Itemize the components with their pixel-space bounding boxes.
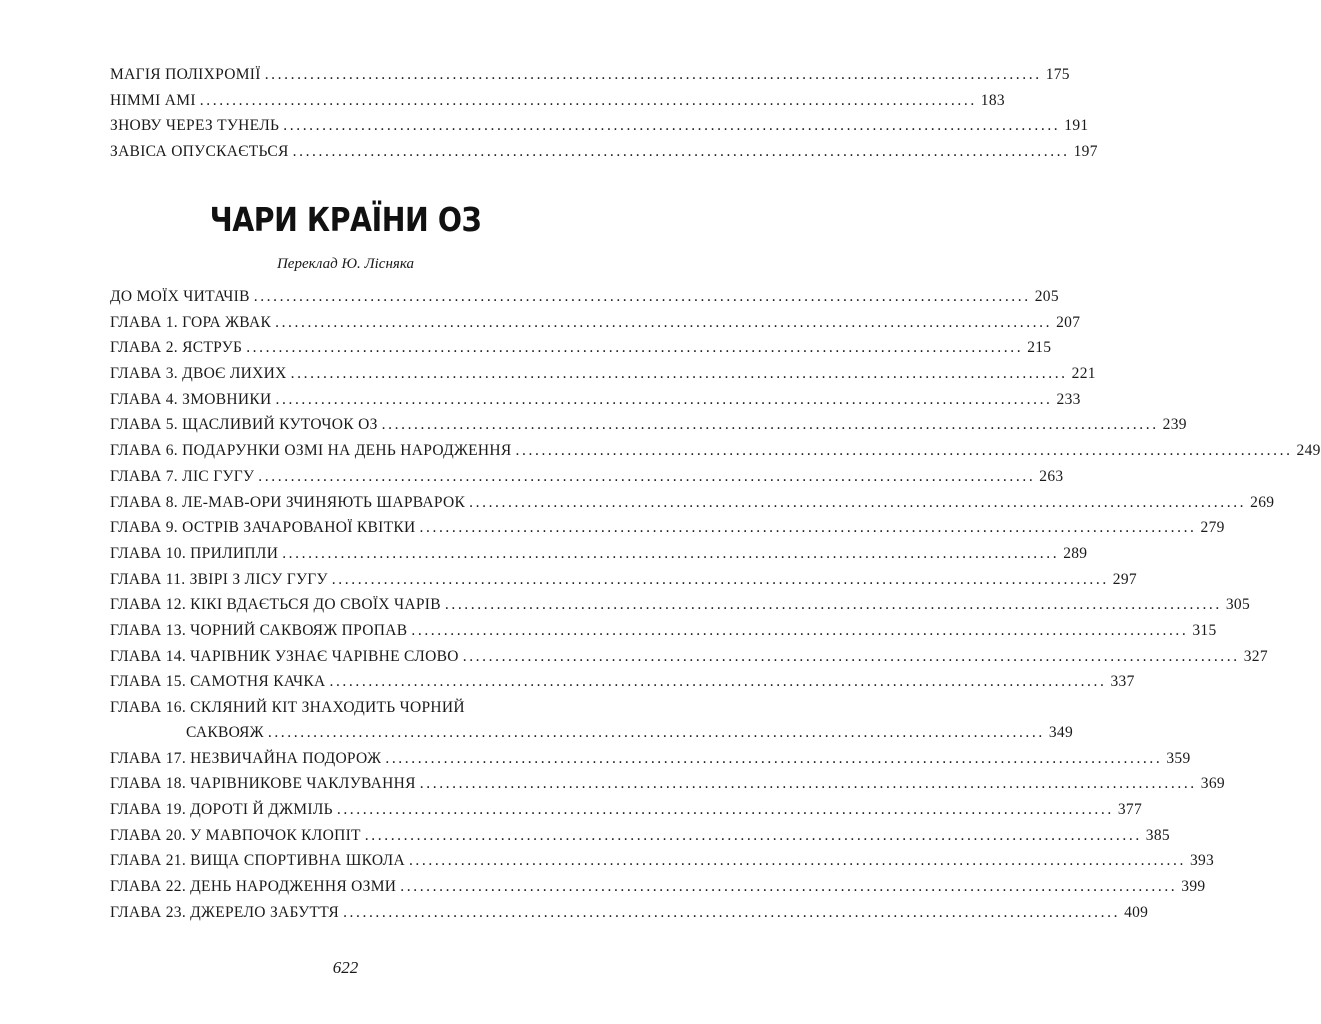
dot-leader: ........................................................................................................................ (283, 117, 1061, 135)
toc-entry-label: ГЛАВА 2. ЯСТРУБ (110, 339, 243, 357)
toc-entry-first-line (110, 699, 615, 724)
dot-leader: ........................................................................................................................ (290, 365, 1068, 383)
toc-entry-page: 297 (1112, 570, 1137, 588)
section-title: ЧАРИ КРАЇНИ ОЗ (209, 200, 482, 239)
dot-leader: ........................................................................................................................ (469, 493, 1247, 511)
toc-entry (110, 519, 1225, 545)
toc-entry (110, 442, 1321, 468)
toc-entry-label: НІММІ АМІ (110, 91, 196, 109)
dot-leader: ........................................................................................................................ (199, 91, 977, 109)
dot-leader: ........................................................................................................................ (343, 903, 1121, 921)
toc-entry-page: 409 (1124, 903, 1149, 921)
toc-entry (110, 852, 1215, 878)
toc-entry-label: ГЛАВА 16. СКЛЯНИЙ КІТ ЗНАХОДИТЬ ЧОРНИЙ (110, 699, 465, 716)
dot-leader: ........................................................................................................................ (462, 647, 1240, 665)
toc-entry-page: 205 (1034, 288, 1059, 305)
toc-entry-label: ГЛАВА 6. ПОДАРУНКИ ОЗМІ НА ДЕНЬ НАРОДЖЕННЯ (110, 442, 512, 460)
toc-entry-label: ГЛАВА 1. ГОРА ЖВАК (110, 313, 272, 331)
toc-entry (110, 673, 1135, 699)
toc-entry (110, 339, 1052, 365)
translator-credit: Переклад Ю. Лісняка (276, 256, 415, 272)
toc-entry (110, 493, 1275, 520)
page-number: 622 (332, 958, 359, 977)
toc-entry-label: ЗНОВУ ЧЕРЕЗ ТУНЕЛЬ (110, 117, 280, 135)
toc-entry-label: ГЛАВА 10. ПРИЛИПЛИ (110, 544, 279, 562)
dot-leader: ........................................................................................................................ (400, 878, 1178, 896)
toc-entry (110, 570, 1137, 597)
toc-entry-label: ГЛАВА 12. КІКІ ВДАЄТЬСЯ ДО СВОЇХ ЧАРІВ (110, 596, 441, 614)
toc-entry-page: 349 (1048, 724, 1074, 741)
toc-entry-label: ГЛАВА 23. ДЖЕРЕЛО ЗАБУТТЯ (110, 903, 340, 921)
toc-entry-label: ГЛАВА 5. ЩАСЛИВИЙ КУТОЧОК ОЗ (110, 416, 378, 434)
dot-leader: ........................................................................................................................ (264, 66, 1042, 83)
toc-entry (110, 288, 1059, 314)
dot-leader: ........................................................................................................................ (331, 570, 1109, 588)
toc-entry (110, 775, 1225, 801)
toc-entry-page: 233 (1056, 390, 1081, 408)
toc-entry-label: ГЛАВА 4. ЗМОВНИКИ (110, 390, 272, 408)
dot-leader: ........................................................................................................................ (336, 801, 1114, 819)
toc-entry-label: ЗАВІСА ОПУСКАЄТЬСЯ (110, 143, 289, 161)
toc-entry-page: 327 (1243, 647, 1268, 665)
toc-entry (110, 647, 1268, 674)
dot-leader: ........................................................................................................................ (411, 621, 1189, 639)
toc-entry (110, 66, 1070, 92)
toc-entry-page: 337 (1110, 673, 1135, 691)
dot-leader: ........................................................................................................................ (275, 390, 1053, 408)
dot-leader: ........................................................................................................................ (444, 596, 1222, 614)
toc-entry (110, 467, 1064, 494)
toc-entry-page: 289 (1063, 544, 1088, 562)
dot-leader: ........................................................................................................................ (385, 749, 1163, 767)
toc-entry-label: ГЛАВА 19. ДОРОТІ Й ДЖМІЛЬ (110, 801, 333, 819)
toc-entry (110, 596, 1251, 622)
toc-entry-page: 385 (1145, 826, 1170, 844)
toc-entry-page: 207 (1056, 313, 1081, 331)
toc-entry-page: 197 (1073, 143, 1098, 161)
toc-entry (110, 117, 1089, 143)
toc-entry-label: ГЛАВА 14. ЧАРІВНИК УЗНАЄ ЧАРІВНЕ СЛОВО (110, 647, 459, 665)
toc-entry-label: ГЛАВА 22. ДЕНЬ НАРОДЖЕННЯ ОЗМИ (110, 878, 397, 896)
toc-entry-page: 305 (1225, 596, 1251, 614)
dot-leader: ........................................................................................................................ (381, 416, 1159, 434)
toc-entry-page: 263 (1039, 467, 1064, 485)
toc-entry-label: ГЛАВА 17. НЕЗВИЧАЙНА ПОДОРОЖ (110, 749, 382, 767)
toc-entry-label: ГЛАВА 15. САМОТНЯ КАЧКА (110, 673, 326, 691)
toc-entry-page: 377 (1117, 801, 1142, 819)
toc-entry (110, 91, 1005, 118)
toc-entry-label: ГЛАВА 21. ВИЩА СПОРТИВНА ШКОЛА (110, 852, 405, 870)
toc-entry-page: 359 (1166, 749, 1191, 767)
toc-entry (110, 390, 1081, 417)
toc-entry-label-continuation: САКВОЯЖ (186, 724, 264, 741)
dot-leader: ........................................................................................................................ (419, 519, 1197, 537)
toc-entry (110, 903, 1149, 930)
dot-leader: ........................................................................................................................ (364, 826, 1142, 844)
toc-entry-page: 183 (980, 91, 1005, 109)
toc-entry-label: ДО МОЇХ ЧИТАЧІВ (110, 288, 250, 305)
toc-entry-page: 399 (1181, 878, 1206, 896)
dot-leader: ........................................................................................................................ (292, 143, 1070, 161)
toc-entry-label: ГЛАВА 7. ЛІС ГУГУ (110, 467, 255, 485)
toc-entry-page: 239 (1162, 416, 1187, 434)
dot-leader: ........................................................................................................................ (275, 313, 1053, 331)
toc-entry-page: 269 (1250, 493, 1275, 511)
toc-entry-label: ГЛАВА 18. ЧАРІВНИКОВЕ ЧАКЛУВАННЯ (110, 775, 416, 793)
dot-leader: ........................................................................................................................ (258, 467, 1036, 485)
dot-leader: ........................................................................................................................ (282, 544, 1060, 562)
dot-leader: ........................................................................................................................ (253, 288, 1031, 305)
top-toc-list (110, 66, 1098, 169)
toc-entry-label: ГЛАВА 13. ЧОРНИЙ САКВОЯЖ ПРОПАВ (110, 621, 408, 639)
toc-entry-page: 315 (1192, 621, 1217, 639)
toc-entry-label: ГЛАВА 8. ЛЕ-МАВ-ОРИ ЗЧИНЯЮТЬ ШАРВАРОК (110, 493, 466, 511)
toc-entry (110, 801, 1142, 827)
toc-entry-label: ГЛАВА 20. У МАВПОЧОК КЛОПІТ (110, 826, 361, 844)
toc-entry-label: ГЛАВА 11. ЗВІРІ З ЛІСУ ГУГУ (110, 570, 328, 588)
toc-entry (110, 749, 1191, 776)
toc-entry (110, 313, 1081, 340)
toc-entry-page: 393 (1189, 852, 1215, 870)
toc-entry (110, 416, 1187, 442)
dot-leader: ........................................................................................................................ (267, 724, 1045, 741)
toc-entry (110, 365, 1096, 391)
dot-leader: ........................................................................................................................ (329, 673, 1107, 691)
toc-entry-page: 279 (1200, 519, 1225, 537)
toc-entry-page: 191 (1064, 117, 1089, 135)
dot-leader: ........................................................................................................................ (419, 775, 1197, 793)
dot-leader: ........................................................................................................................ (515, 442, 1293, 460)
toc-entry-continuation (110, 724, 1074, 750)
chapter-toc-list (110, 288, 1321, 930)
toc-entry-label: ГЛАВА 3. ДВОЄ ЛИХИХ (110, 365, 287, 383)
toc-entry-label: ГЛАВА 9. ОСТРІВ ЗАЧАРОВАНОЇ КВІТКИ (110, 519, 416, 537)
toc-entry-label: МАГІЯ ПОЛІХРОМІЇ (110, 66, 261, 83)
toc-entry (110, 544, 1088, 571)
toc-entry (110, 143, 1098, 169)
toc-entry-page: 221 (1071, 365, 1096, 383)
toc-entry (110, 878, 1206, 904)
dot-leader: ........................................................................................................................ (246, 339, 1024, 357)
toc-entry (110, 621, 1217, 648)
toc-entry-page: 369 (1200, 775, 1225, 793)
dot-leader: ........................................................................................................................ (408, 852, 1186, 870)
toc-entry-page: 175 (1045, 66, 1070, 83)
toc-entry (110, 826, 1170, 853)
toc-entry-page: 215 (1027, 339, 1052, 357)
toc-entry-page: 249 (1296, 442, 1321, 460)
